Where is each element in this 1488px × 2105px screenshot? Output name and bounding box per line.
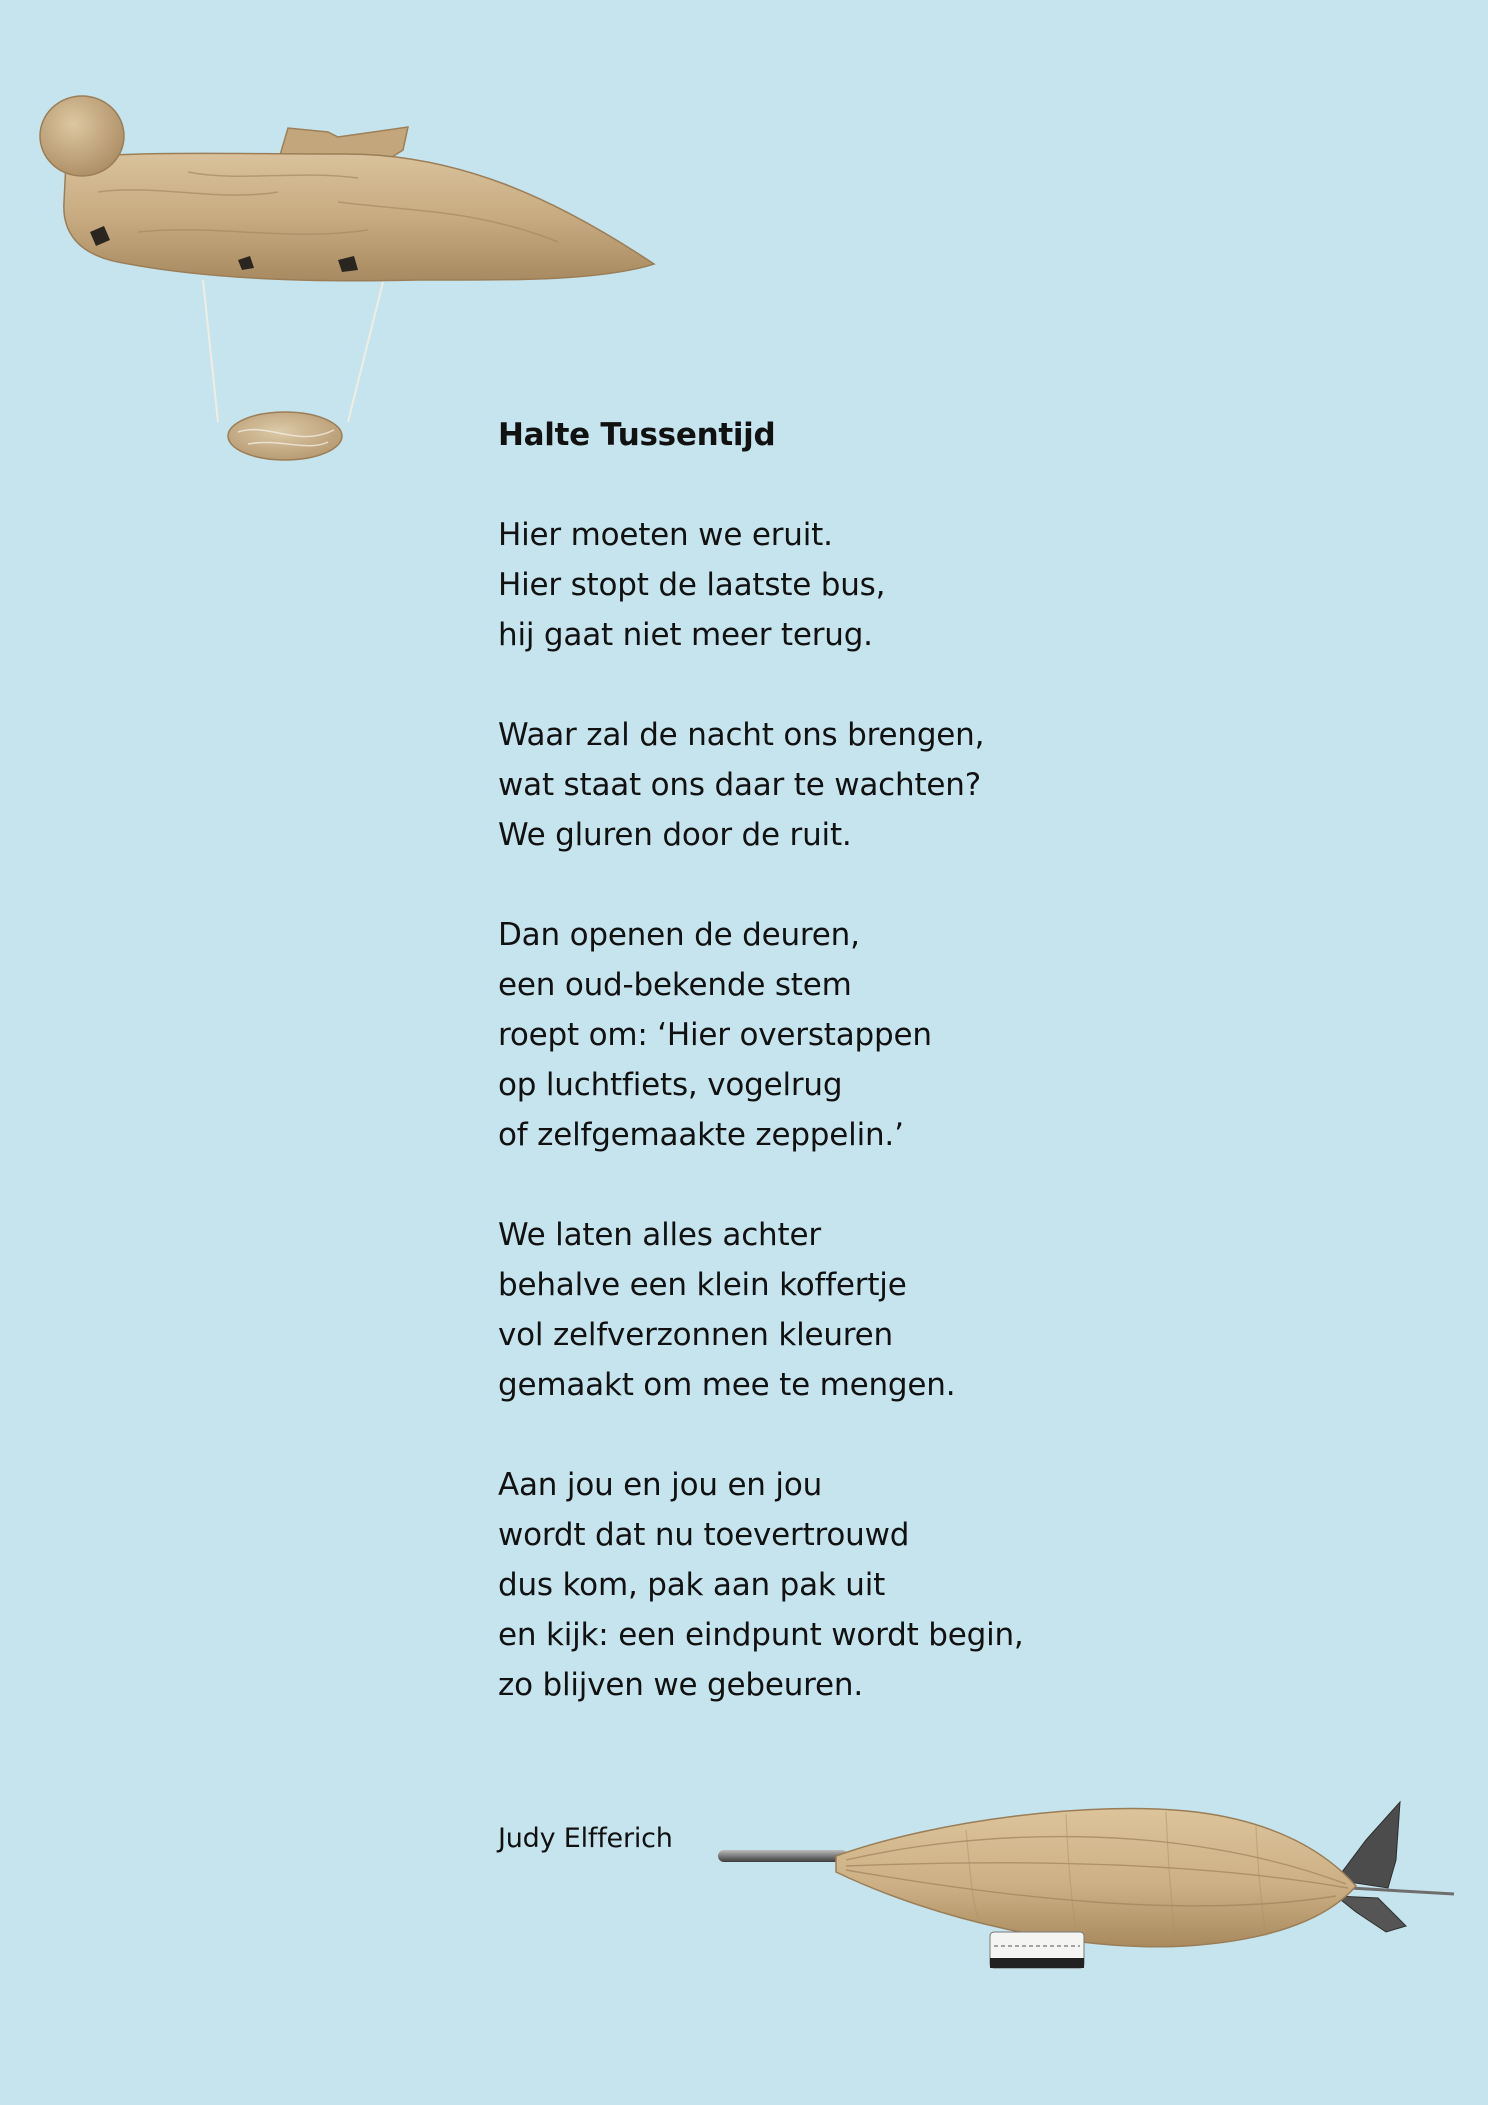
poem-line: op luchtfiets, vogelrug — [498, 1067, 843, 1103]
stanza-3 — [498, 910, 1258, 1160]
poem-line: wordt dat nu toevertrouwd — [498, 1517, 910, 1553]
poem-line: een oud-bekende stem — [498, 967, 852, 1003]
poem-line: Aan jou en jou en jou — [498, 1467, 823, 1503]
poem-line: wat staat ons daar te wachten? — [498, 767, 982, 803]
poem-line: Waar zal de nacht ons brengen, — [498, 717, 985, 753]
stanza-5 — [498, 1460, 1258, 1710]
poem — [498, 410, 1258, 1760]
poem-line: hij gaat niet meer terug. — [498, 617, 873, 653]
poem-line: Dan openen de deuren, — [498, 917, 860, 953]
poem-line: en kijk: een eindpunt wordt begin, — [498, 1617, 1024, 1653]
poem-author: Judy Elfferich — [498, 1823, 673, 1854]
poem-line: behalve een klein koffertje — [498, 1267, 907, 1303]
poem-line: Hier stopt de laatste bus, — [498, 567, 886, 603]
poem-title: Halte Tussentijd — [498, 417, 776, 453]
poem-line: Hier moeten we eruit. — [498, 517, 833, 553]
poem-line: of zelfgemaakte zeppelin.’ — [498, 1117, 904, 1153]
paper-zeppelin-illustration — [716, 1800, 1456, 2000]
poem-line: We gluren door de ruit. — [498, 817, 852, 853]
stanza-2 — [498, 710, 1258, 860]
poem-line: vol zelfverzonnen kleuren — [498, 1317, 893, 1353]
poem-line: zo blijven we gebeuren. — [498, 1667, 863, 1703]
poem-line: We laten alles achter — [498, 1217, 821, 1253]
stanza-1 — [498, 510, 1258, 660]
poem-line: dus kom, pak aan pak uit — [498, 1567, 886, 1603]
stanza-4 — [498, 1210, 1258, 1410]
poem-line: gemaakt om mee te mengen. — [498, 1367, 956, 1403]
poem-line: roept om: ‘Hier overstappen — [498, 1017, 932, 1053]
